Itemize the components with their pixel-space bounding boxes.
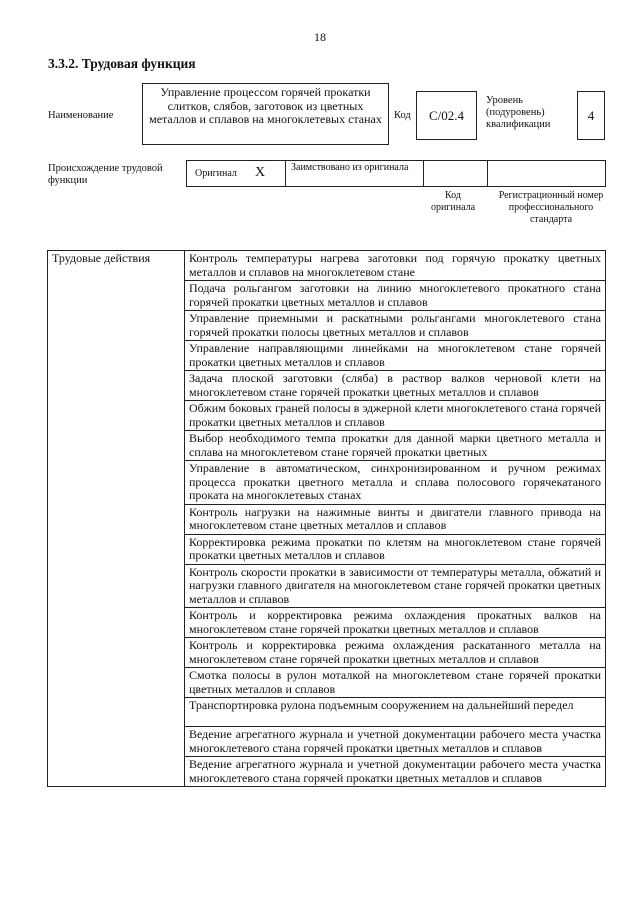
reg-caption: Регистрационный номер профессионального стандарта bbox=[498, 190, 604, 225]
divider bbox=[487, 160, 488, 187]
actions-table bbox=[47, 250, 606, 787]
action-item: Контроль и корректировка режима охлаждения раскатанного металла на многоклетевом стане горячей прокатки цветных металлов и сплавов bbox=[185, 638, 606, 668]
action-item: Ведение агрегатного журнала и учетной документации рабочего места участка многоклетевого стана горячей прокатки цветных металлов и сплавов bbox=[185, 727, 606, 757]
action-item: Контроль и корректировка режима охлаждения прокатных валков на многоклетевом стане горячей прокатки цветных металлов и сплавов bbox=[185, 608, 606, 638]
action-item: Контроль нагрузки на нажимные винты и двигатели главного привода на многоклетевом стане цветных металлов и сплавов bbox=[185, 504, 606, 534]
level-value: 4 bbox=[587, 107, 595, 123]
function-name-box bbox=[142, 83, 389, 145]
action-item: Управление приемными и раскатными рольгангами многоклетевого стана горячей прокатки полосы цветных металлов и сплавов bbox=[185, 311, 606, 341]
action-item: Контроль скорости прокатки в зависимости от температуры металла, обжатий и нагрузки главного двигателя на многоклетевом стане горячей прокатки цветных металлов и сплавов bbox=[185, 564, 606, 608]
actions-label: Трудовые действия bbox=[48, 251, 185, 787]
section-title: 3.3.2. Трудовая функция bbox=[48, 56, 196, 71]
code-label: Код bbox=[394, 110, 411, 121]
level-box bbox=[577, 91, 605, 140]
divider bbox=[285, 160, 286, 187]
action-item: Смотка полосы в рулон моталкой на многоклетевом стане горячей прокатки цветных металлов и сплавов bbox=[185, 668, 606, 698]
action-item: Корректировка режима прокатки по клетям на многоклетевом стане горячей прокатки цветных металлов и сплавов bbox=[185, 534, 606, 564]
divider bbox=[423, 160, 424, 187]
action-item: Ведение агрегатного журнала и учетной документации рабочего места участка многоклетевого стана горячей прокатки цветных металлов и сплавов bbox=[185, 757, 606, 787]
action-item: Транспортировка рулона подъемным сооружением на дальнейший передел bbox=[185, 698, 606, 727]
action-item: Управление направляющими линейками на многоклетевом стане горячей прокатки цветных металлов и сплавов bbox=[185, 341, 606, 371]
action-item: Выбор необходимого темпа прокатки для данной марки цветного металла и сплава на многоклетевом стане горячей прокатки цветных bbox=[185, 431, 606, 461]
name-label: Наименование bbox=[48, 110, 114, 121]
action-item: Подача рольгангом заготовки на линию многоклетевого прокатного стана горячей прокатки цветных металлов и сплавов bbox=[185, 281, 606, 311]
function-name-value: Управление процессом горячей прокатки слитков, слябов, заготовок из цветных металлов и сплавов на многоклетевых станах bbox=[149, 85, 382, 126]
level-label: Уровень (подуровень) квалификации bbox=[486, 95, 551, 130]
action-item: Обжим боковых граней полосы в эджерной клети многоклетевого стана горячей прокатки цветных металлов и сплавов bbox=[185, 401, 606, 431]
origin-label: Происхождение трудовой функции bbox=[48, 163, 163, 186]
borrowed-label: Заимствовано из оригинала bbox=[291, 162, 409, 173]
page-number: 18 bbox=[314, 30, 326, 44]
origin-row bbox=[186, 160, 606, 187]
code-caption: Код оригинала bbox=[430, 190, 476, 213]
action-item: Контроль температуры нагрева заготовки под горячую прокатку цветных металлов и сплавов на многоклетевом стане bbox=[185, 251, 606, 281]
action-item: Задача плоской заготовки (сляба) в раствор валков черновой клети на многоклетевом стане горячей прокатки цветных металлов и сплавов bbox=[185, 371, 606, 401]
original-label: Оригинал bbox=[195, 168, 237, 179]
code-box bbox=[416, 91, 477, 140]
table-row bbox=[48, 251, 606, 281]
original-mark: X bbox=[255, 165, 266, 180]
code-value: C/02.4 bbox=[428, 107, 465, 123]
action-item: Управление в автоматическом, синхронизированном и ручном режимах процесса прокатки цветного металла и сплава полосового горячекатаного проката на многоклетевых станах bbox=[185, 461, 606, 505]
